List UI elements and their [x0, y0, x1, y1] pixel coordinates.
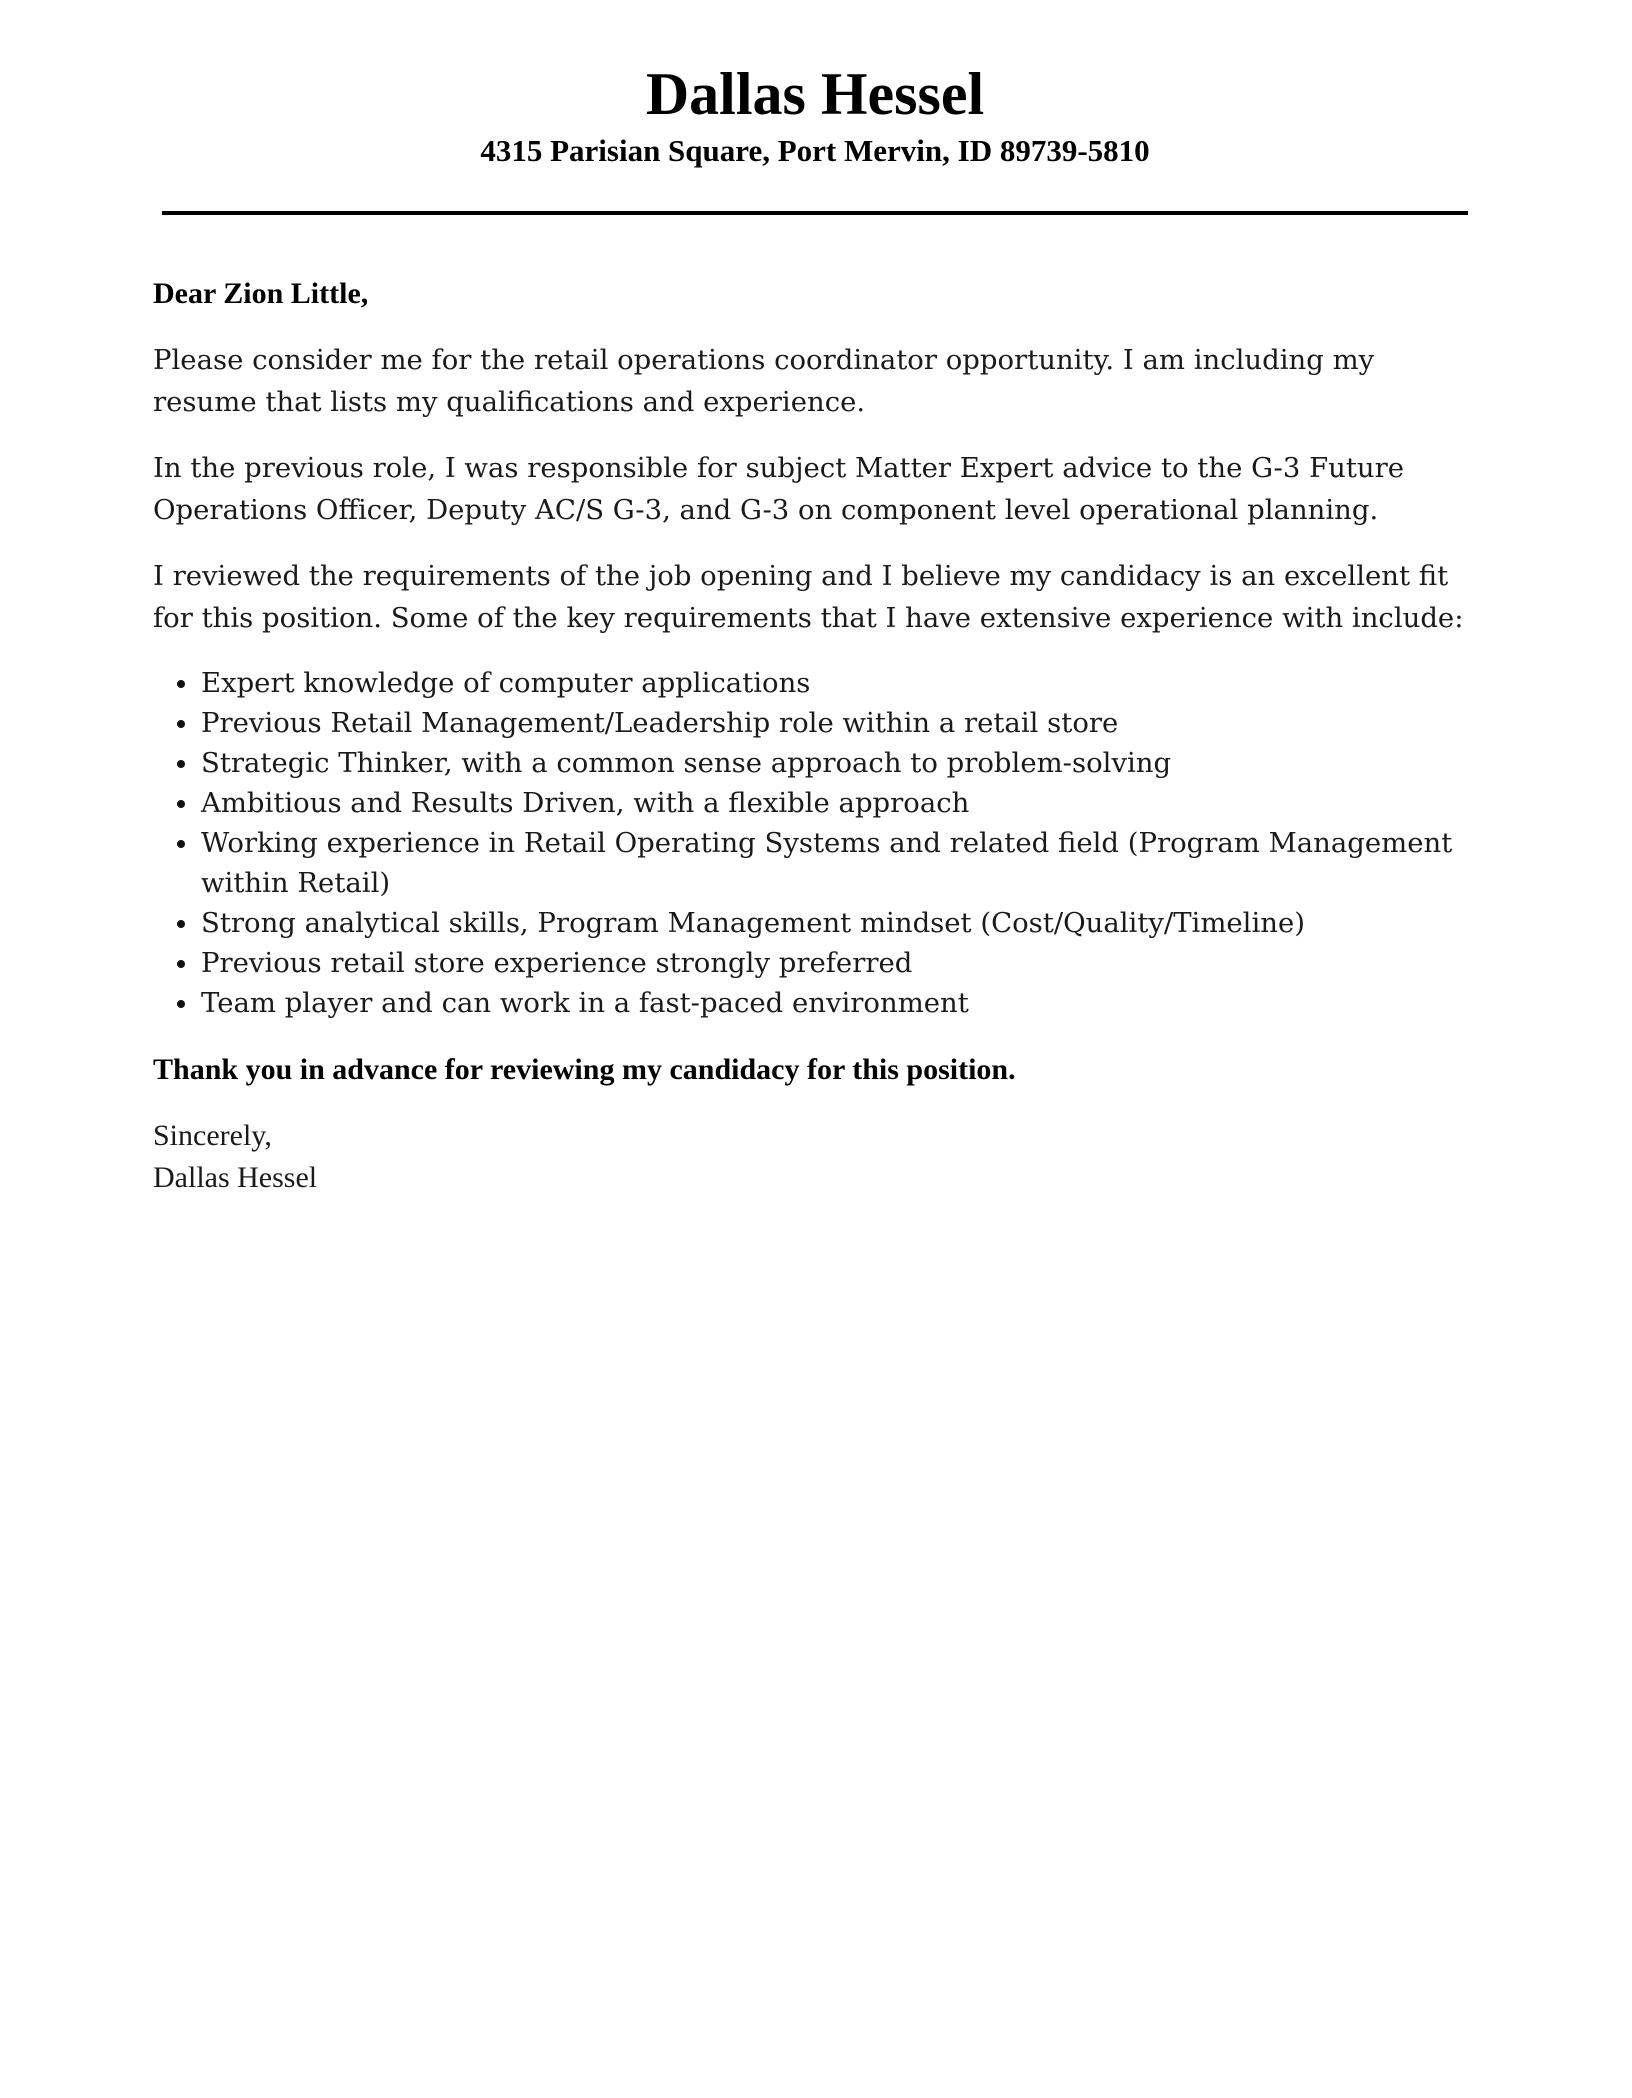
salutation: Dear Zion Little, [153, 277, 369, 310]
list-item: Expert knowledge of computer applications [201, 663, 1473, 703]
list-item: Team player and can work in a fast-paced environment [201, 983, 1473, 1023]
paragraph-intro: Please consider me for the retail operations coordinator opportunity. I am including my resume that lists my qualifications and experience. [153, 344, 1375, 418]
letter-header [162, 58, 1468, 168]
paragraph-requirements: I reviewed the requirements of the job opening and I believe my candidacy is an excellent fit for this position. Some of the key requirements that I have extensive experience with include: [153, 560, 1464, 634]
list-item: Ambitious and Results Driven, with a flexible approach [201, 783, 1473, 823]
signature-name: Dallas Hessel [153, 1161, 318, 1194]
closing-statement: Thank you in advance for reviewing my candidacy for this position. [153, 1053, 1016, 1086]
sender-address: 4315 Parisian Square, Port Mervin, ID 89739-5810 [480, 133, 1150, 168]
list-item: Strong analytical skills, Program Management mindset (Cost/Quality/Timeline) [201, 903, 1473, 943]
header-divider [162, 211, 1468, 215]
list-item: Previous Retail Management/Leadership role within a retail store [201, 703, 1473, 743]
requirements-list [153, 663, 1473, 1023]
list-item: Strategic Thinker, with a common sense approach to problem-solving [201, 743, 1473, 783]
sender-name: Dallas Hessel [645, 61, 985, 127]
signoff: Sincerely, [153, 1119, 272, 1152]
paragraph-previous-role: In the previous role, I was responsible for subject Matter Expert advice to the G-3 Future Operations Officer, Deputy AC/S G-3, and G-3 on component level operational planning. [153, 452, 1405, 526]
list-item: Previous retail store experience strongly preferred [201, 943, 1473, 983]
list-item: Working experience in Retail Operating Systems and related field (Program Management within Retail) [201, 823, 1473, 903]
letter-body [153, 273, 1473, 1199]
